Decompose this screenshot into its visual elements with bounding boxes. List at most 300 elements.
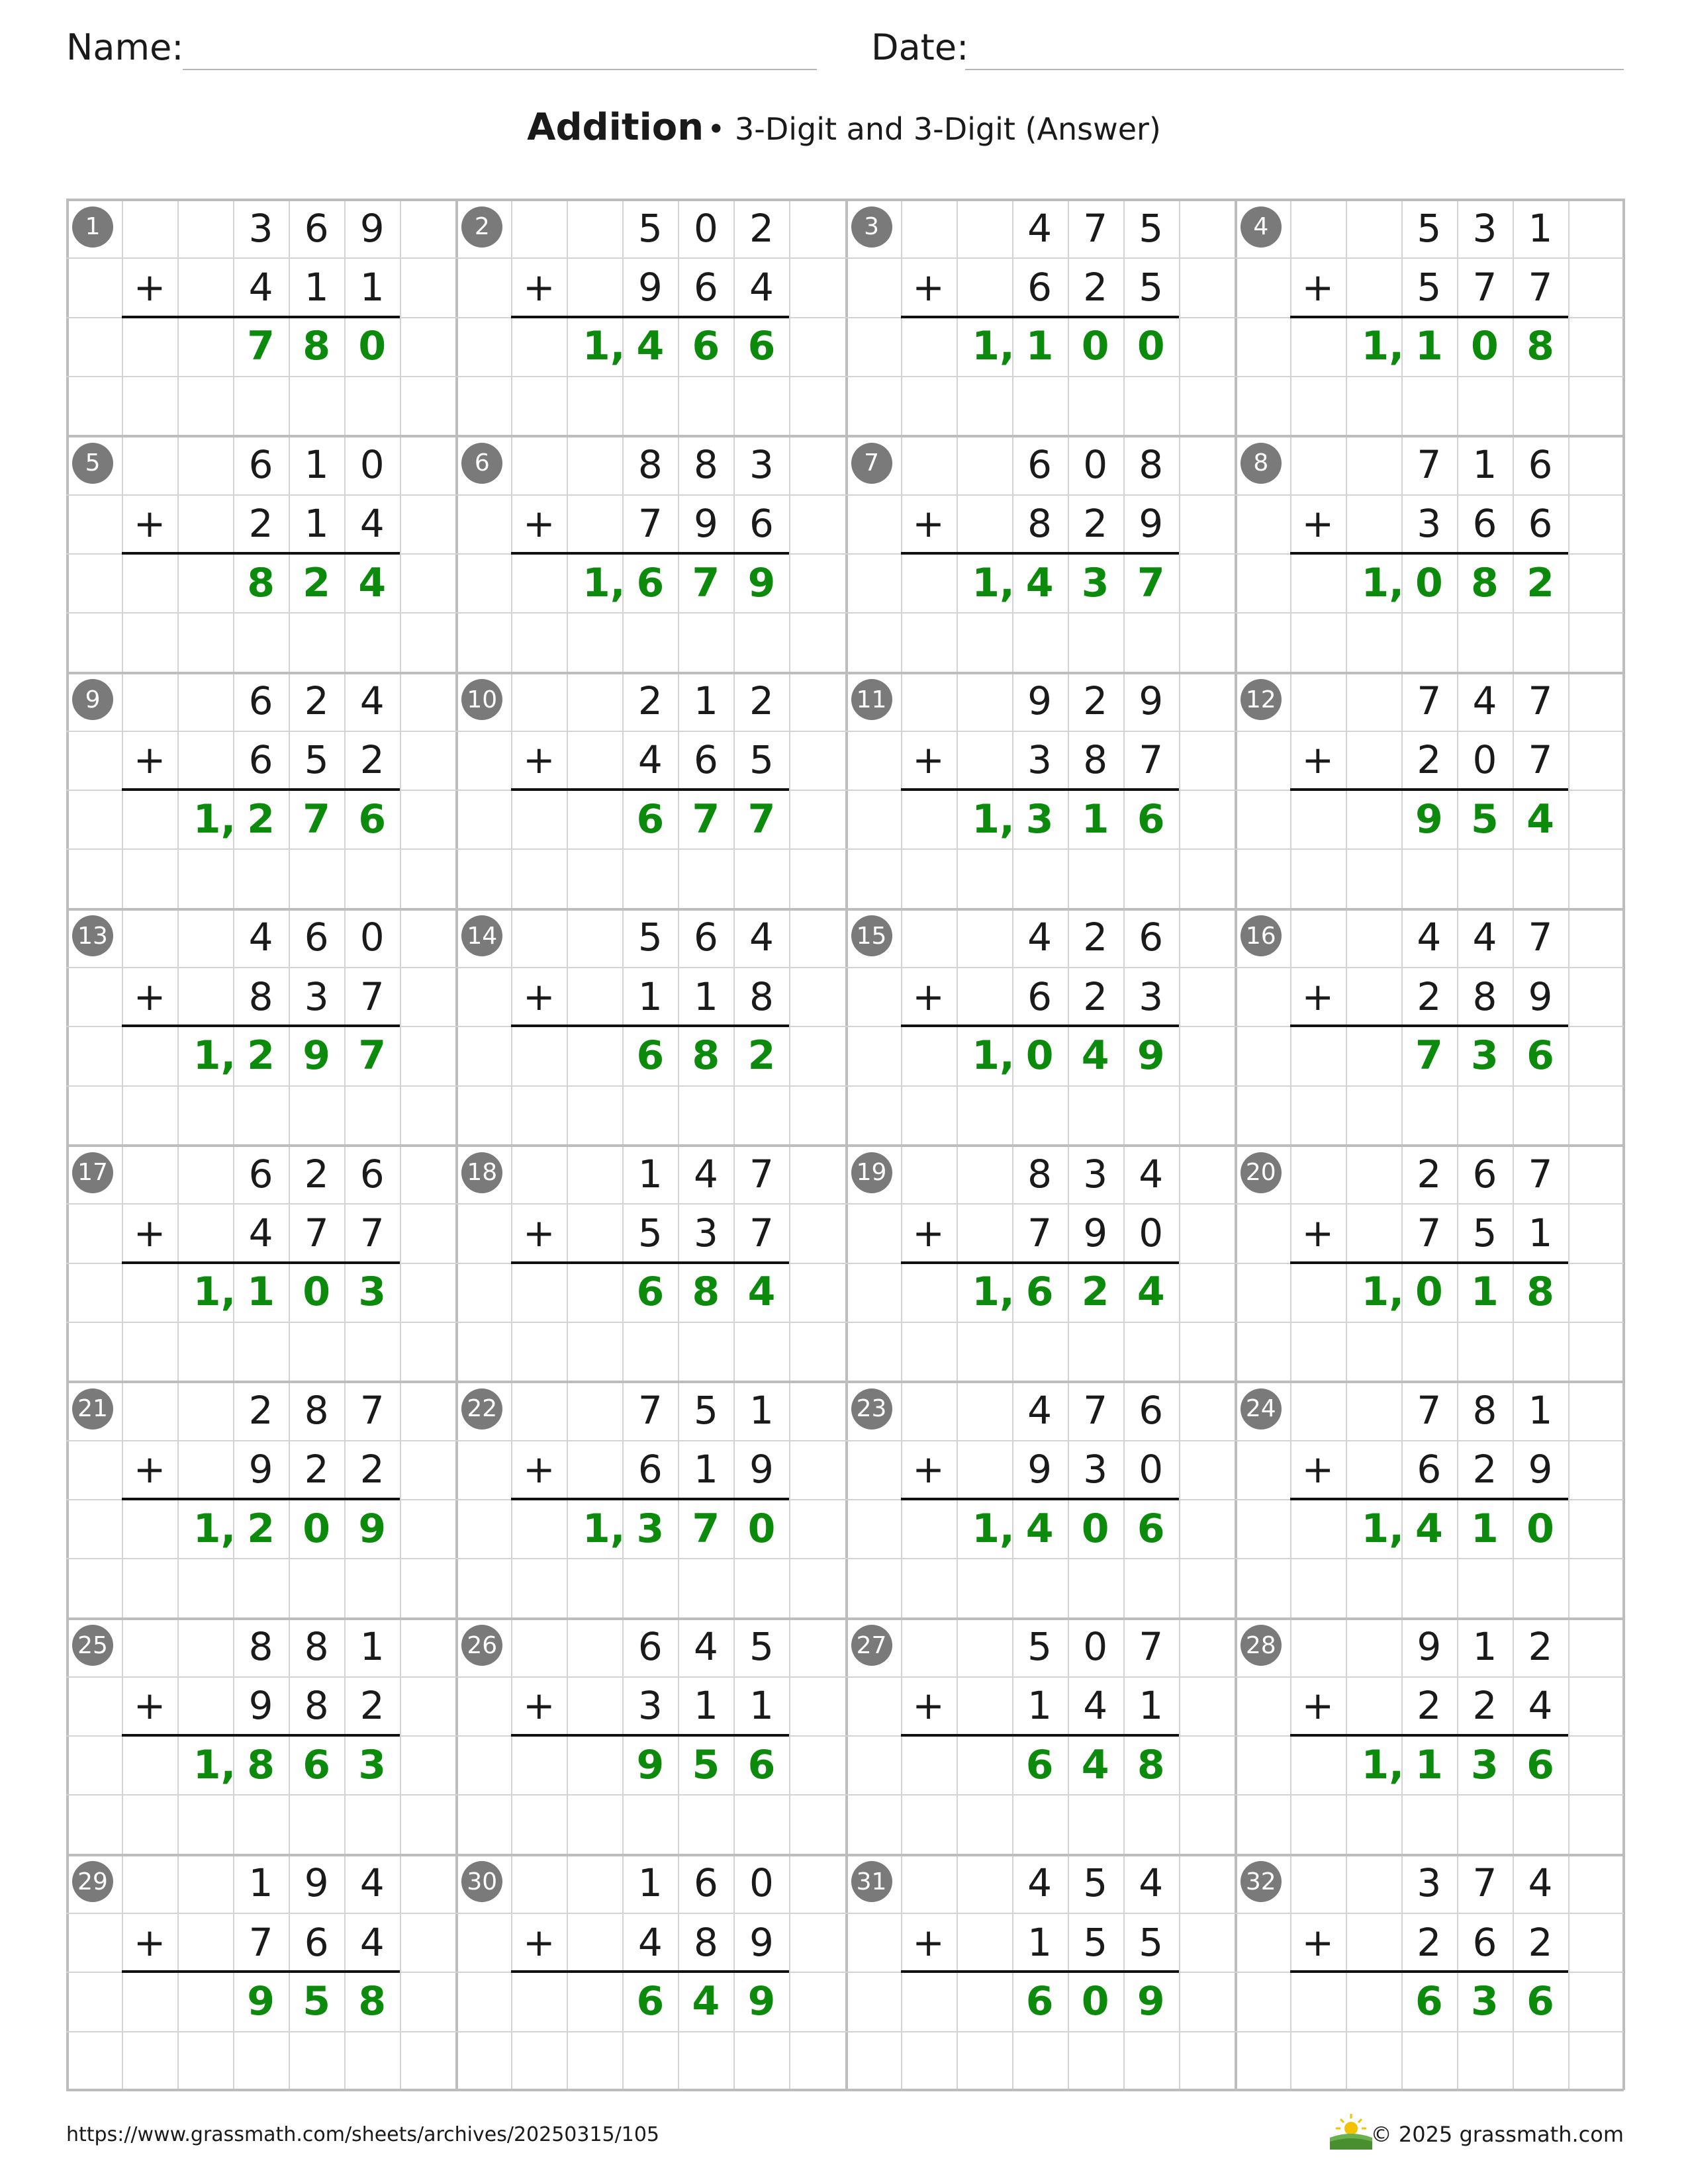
bottom-operand-digit: 9 (749, 1919, 774, 1965)
top-operand-digit: 4 (693, 1151, 718, 1197)
bottom-operand-digit: 9 (248, 1683, 273, 1729)
answer-digit: 6 (1137, 1505, 1165, 1552)
answer-digit: 1 (1471, 1269, 1499, 1316)
answer-digit: 7 (303, 796, 331, 842)
bottom-operand-digit: 6 (693, 737, 718, 783)
answer-digit: 7 (1137, 559, 1165, 606)
answer-digit: 1 (247, 1269, 275, 1316)
plus-sign: + (522, 501, 555, 547)
bottom-operand-digit: 9 (749, 1447, 774, 1492)
top-operand-digit: 1 (1528, 1387, 1553, 1433)
bottom-operand-digit: 2 (359, 1447, 385, 1492)
bottom-operand-digit: 9 (248, 1447, 273, 1492)
answer-digit: 0 (1081, 1978, 1109, 2025)
top-operand-digit: 1 (749, 1387, 774, 1433)
plus-sign: + (522, 737, 555, 783)
top-operand-digit: 4 (1528, 1860, 1553, 1906)
bottom-operand-digit: 0 (1472, 737, 1497, 783)
problem-number-badge: 7 (851, 443, 892, 484)
top-operand-digit: 6 (248, 441, 273, 487)
top-operand-digit: 2 (637, 678, 663, 724)
answer-digit: 4 (1025, 1505, 1054, 1552)
bottom-operand-digit: 2 (1528, 1919, 1553, 1965)
bottom-operand-digit: 6 (1528, 501, 1553, 547)
bottom-operand-digit: 3 (1139, 974, 1164, 1019)
answer-digit: 9 (1415, 796, 1443, 842)
footer-url: https://www.grassmath.com/sheets/archives/20250315/105 (66, 2123, 660, 2146)
answer-digit: 1 (1081, 796, 1109, 842)
top-operand-digit: 6 (304, 205, 329, 251)
bottom-operand-digit: 2 (1083, 501, 1108, 547)
grassmath-logo-icon (1327, 2111, 1375, 2151)
title-subtitle: • 3-Digit and 3-Digit (Answer) (707, 111, 1161, 147)
problem-number-badge: 16 (1241, 915, 1282, 956)
plus-sign: + (1301, 264, 1335, 310)
bottom-operand-digit: 6 (1027, 264, 1053, 310)
bottom-operand-digit: 3 (693, 1210, 718, 1255)
answer-digit: 6 (747, 1741, 776, 1788)
answer-digit: 0 (303, 1269, 331, 1316)
top-operand-digit: 7 (1417, 678, 1442, 724)
answer-digit: 6 (747, 323, 776, 370)
top-operand-digit: 6 (1472, 1151, 1497, 1197)
top-operand-digit: 2 (749, 205, 774, 251)
problem-number-badge: 14 (461, 915, 502, 956)
bottom-operand-digit: 3 (637, 1683, 663, 1729)
bottom-operand-digit: 4 (359, 1919, 385, 1965)
top-operand-digit: 1 (637, 1860, 663, 1906)
problem-number-badge: 15 (851, 915, 892, 956)
bottom-operand-digit: 7 (1027, 1210, 1053, 1255)
answer-digit: 2 (747, 1032, 776, 1079)
answer-digit: 8 (247, 559, 275, 606)
bottom-operand-digit: 1 (304, 264, 329, 310)
answer-digit: 9 (747, 559, 776, 606)
answer-digit: 4 (636, 323, 665, 370)
answer-digit: 2 (247, 1032, 275, 1079)
top-operand-digit: 6 (693, 915, 718, 960)
answer-digit: 3 (636, 1505, 665, 1552)
answer-digit: 4 (1526, 796, 1554, 842)
problem-number-badge: 23 (851, 1388, 892, 1430)
problem-number-badge: 4 (1241, 206, 1282, 248)
top-operand-digit: 5 (1139, 205, 1164, 251)
plus-sign: + (1301, 974, 1335, 1019)
problem-number-badge: 9 (72, 679, 113, 720)
answer-digit: 4 (1081, 1032, 1109, 1079)
top-operand-digit: 1 (304, 441, 329, 487)
plus-sign: + (522, 1683, 555, 1729)
answer-digit: 9 (1137, 1978, 1165, 2025)
top-operand-digit: 0 (749, 1860, 774, 1906)
top-operand-digit: 2 (248, 1387, 273, 1433)
bottom-operand-digit: 3 (1083, 1447, 1108, 1492)
bottom-operand-digit: 8 (248, 974, 273, 1019)
top-operand-digit: 7 (1417, 441, 1442, 487)
date-label: Date: (871, 26, 969, 68)
bottom-operand-digit: 6 (1027, 974, 1053, 1019)
problem-number-badge: 2 (461, 206, 502, 248)
top-operand-digit: 4 (1027, 205, 1053, 251)
bottom-operand-digit: 2 (1417, 1919, 1442, 1965)
bottom-operand-digit: 1 (749, 1683, 774, 1729)
answer-digit: 9 (1137, 1032, 1165, 1079)
plus-sign: + (133, 264, 166, 310)
answer-digit: 1, (583, 323, 626, 370)
bottom-operand-digit: 7 (248, 1919, 273, 1965)
plus-sign: + (912, 1919, 945, 1965)
answer-digit: 1, (583, 1505, 626, 1552)
answer-digit: 3 (1471, 1032, 1499, 1079)
top-operand-digit: 7 (1083, 1387, 1108, 1433)
answer-digit: 5 (1471, 796, 1499, 842)
top-operand-digit: 4 (1472, 915, 1497, 960)
problem-number-badge: 25 (72, 1625, 113, 1666)
answer-digit: 2 (303, 559, 331, 606)
bottom-operand-digit: 4 (637, 1919, 663, 1965)
problem-number-badge: 29 (72, 1861, 113, 1902)
bottom-operand-digit: 6 (1417, 1447, 1442, 1492)
bottom-operand-digit: 1 (1139, 1683, 1164, 1729)
answer-digit: 3 (1081, 559, 1109, 606)
plus-sign: + (522, 1210, 555, 1255)
answer-digit: 9 (636, 1741, 665, 1788)
bottom-operand-digit: 6 (749, 501, 774, 547)
problem-number-badge: 20 (1241, 1152, 1282, 1193)
bottom-operand-digit: 6 (1472, 1919, 1497, 1965)
top-operand-digit: 6 (1027, 441, 1053, 487)
answer-digit: 6 (1415, 1978, 1443, 2025)
top-operand-digit: 4 (359, 1860, 385, 1906)
answer-digit: 1, (193, 1741, 236, 1788)
answer-digit: 1, (1361, 1741, 1405, 1788)
top-operand-digit: 1 (248, 1860, 273, 1906)
bottom-operand-digit: 2 (248, 501, 273, 547)
bottom-operand-digit: 7 (1417, 1210, 1442, 1255)
answer-digit: 1 (1471, 1505, 1499, 1552)
bottom-operand-digit: 0 (1139, 1210, 1164, 1255)
top-operand-digit: 5 (1083, 1860, 1108, 1906)
bottom-operand-digit: 4 (359, 501, 385, 547)
bottom-operand-digit: 6 (248, 737, 273, 783)
bottom-operand-digit: 5 (1417, 264, 1442, 310)
plus-sign: + (522, 974, 555, 1019)
problem-number-badge: 3 (851, 206, 892, 248)
answer-digit: 7 (692, 1505, 720, 1552)
answer-digit: 3 (1471, 1741, 1499, 1788)
bottom-operand-digit: 5 (749, 737, 774, 783)
answer-digit: 1, (972, 1505, 1015, 1552)
problem-number-badge: 27 (851, 1625, 892, 1666)
plus-sign: + (912, 1210, 945, 1255)
bottom-operand-digit: 1 (304, 501, 329, 547)
problem-number-badge: 30 (461, 1861, 502, 1902)
top-operand-digit: 9 (359, 205, 385, 251)
problem-number-badge: 10 (461, 679, 502, 720)
bottom-operand-digit: 2 (1417, 737, 1442, 783)
top-operand-digit: 3 (1083, 1151, 1108, 1197)
top-operand-digit: 4 (1417, 915, 1442, 960)
plus-sign: + (1301, 737, 1335, 783)
answer-digit: 1, (972, 559, 1015, 606)
top-operand-digit: 2 (749, 678, 774, 724)
bottom-operand-digit: 6 (1472, 501, 1497, 547)
top-operand-digit: 3 (248, 205, 273, 251)
plus-sign: + (1301, 1210, 1335, 1255)
bottom-operand-digit: 5 (1139, 1919, 1164, 1965)
answer-digit: 1, (193, 1032, 236, 1079)
top-operand-digit: 6 (248, 678, 273, 724)
answer-digit: 1, (1361, 1269, 1405, 1316)
problem-number-badge: 24 (1241, 1388, 1282, 1430)
footer-copyright: © 2025 grassmath.com (1370, 2122, 1624, 2147)
top-operand-digit: 2 (304, 1151, 329, 1197)
plus-sign: + (522, 1447, 555, 1492)
top-operand-digit: 7 (1528, 678, 1553, 724)
answer-digit: 1, (1361, 559, 1405, 606)
top-operand-digit: 2 (1083, 678, 1108, 724)
answer-digit: 8 (303, 323, 331, 370)
answer-digit: 3 (358, 1269, 387, 1316)
top-operand-digit: 8 (1027, 1151, 1053, 1197)
bottom-operand-digit: 2 (1083, 264, 1108, 310)
answer-digit: 6 (1025, 1741, 1054, 1788)
top-operand-digit: 9 (1027, 678, 1053, 724)
bottom-operand-digit: 8 (1472, 974, 1497, 1019)
bottom-operand-digit: 2 (1472, 1447, 1497, 1492)
top-operand-digit: 4 (1027, 915, 1053, 960)
bottom-operand-digit: 5 (1083, 1919, 1108, 1965)
bottom-operand-digit: 7 (359, 974, 385, 1019)
top-operand-digit: 2 (1083, 915, 1108, 960)
answer-digit: 8 (247, 1741, 275, 1788)
answer-digit: 6 (1025, 1269, 1054, 1316)
top-operand-digit: 4 (1027, 1387, 1053, 1433)
answer-digit: 4 (1415, 1505, 1443, 1552)
bottom-operand-digit: 7 (1528, 737, 1553, 783)
answer-digit: 6 (692, 323, 720, 370)
grid-hline (66, 1558, 1624, 1559)
answer-digit: 2 (1081, 1269, 1109, 1316)
bottom-operand-digit: 8 (749, 974, 774, 1019)
top-operand-digit: 6 (637, 1624, 663, 1670)
problem-number-badge: 19 (851, 1152, 892, 1193)
problem-number-badge: 11 (851, 679, 892, 720)
top-operand-digit: 8 (304, 1387, 329, 1433)
bottom-operand-digit: 8 (693, 1919, 718, 1965)
answer-digit: 1 (1415, 323, 1443, 370)
plus-sign: + (912, 1683, 945, 1729)
problem-number-badge: 26 (461, 1625, 502, 1666)
answer-digit: 9 (247, 1978, 275, 2025)
bottom-operand-digit: 1 (1027, 1683, 1053, 1729)
answer-digit: 5 (303, 1978, 331, 2025)
bottom-operand-digit: 2 (359, 737, 385, 783)
top-operand-digit: 1 (1528, 205, 1553, 251)
bottom-operand-digit: 6 (304, 1919, 329, 1965)
bottom-operand-digit: 1 (637, 974, 663, 1019)
bottom-operand-digit: 2 (1417, 1683, 1442, 1729)
answer-digit: 1, (972, 1269, 1015, 1316)
answer-digit: 9 (303, 1032, 331, 1079)
answer-digit: 2 (1526, 559, 1554, 606)
bottom-operand-digit: 7 (1139, 737, 1164, 783)
bottom-operand-digit: 8 (1027, 501, 1053, 547)
top-operand-digit: 5 (1417, 205, 1442, 251)
bottom-operand-digit: 2 (1472, 1683, 1497, 1729)
problem-number-badge: 5 (72, 443, 113, 484)
answer-digit: 0 (1471, 323, 1499, 370)
problem-number-badge: 28 (1241, 1625, 1282, 1666)
top-operand-digit: 9 (1139, 678, 1164, 724)
answer-digit: 6 (636, 1032, 665, 1079)
top-operand-digit: 2 (304, 678, 329, 724)
bottom-operand-digit: 4 (749, 264, 774, 310)
answer-digit: 4 (1137, 1269, 1165, 1316)
answer-digit: 1 (1025, 323, 1054, 370)
bottom-operand-digit: 2 (304, 1447, 329, 1492)
grid-hline (66, 376, 1624, 377)
problem-number-badge: 31 (851, 1861, 892, 1902)
bottom-operand-digit: 7 (749, 1210, 774, 1255)
answer-digit: 7 (358, 1032, 387, 1079)
plus-sign: + (133, 974, 166, 1019)
answer-digit: 1, (972, 796, 1015, 842)
top-operand-digit: 8 (248, 1624, 273, 1670)
top-operand-digit: 6 (1528, 441, 1553, 487)
top-operand-digit: 5 (1027, 1624, 1053, 1670)
top-operand-digit: 6 (1139, 1387, 1164, 1433)
problem-grid (66, 199, 1624, 2090)
answer-digit: 6 (636, 1269, 665, 1316)
bottom-operand-digit: 1 (1027, 1919, 1053, 1965)
plus-sign: + (133, 1683, 166, 1729)
answer-digit: 5 (692, 1741, 720, 1788)
answer-digit: 3 (358, 1741, 387, 1788)
problem-number-badge: 12 (1241, 679, 1282, 720)
top-operand-digit: 5 (749, 1624, 774, 1670)
bottom-operand-digit: 7 (359, 1210, 385, 1255)
top-operand-digit: 8 (1139, 441, 1164, 487)
bottom-operand-digit: 5 (1139, 264, 1164, 310)
top-operand-digit: 4 (693, 1624, 718, 1670)
answer-digit: 4 (1025, 559, 1054, 606)
bottom-operand-digit: 4 (248, 264, 273, 310)
top-operand-digit: 2 (1528, 1624, 1553, 1670)
plus-sign: + (522, 264, 555, 310)
answer-digit: 0 (358, 323, 387, 370)
top-operand-digit: 4 (1027, 1860, 1053, 1906)
grid-hline (66, 2031, 1624, 2032)
bottom-operand-digit: 1 (359, 264, 385, 310)
answer-digit: 6 (1025, 1978, 1054, 2025)
bottom-operand-digit: 8 (1083, 737, 1108, 783)
grid-hline (66, 1085, 1624, 1087)
grid-hline (66, 2089, 1624, 2091)
top-operand-digit: 9 (1417, 1624, 1442, 1670)
answer-digit: 6 (636, 559, 665, 606)
answer-digit: 0 (747, 1505, 776, 1552)
plus-sign: + (133, 1919, 166, 1965)
top-operand-digit: 0 (1083, 1624, 1108, 1670)
answer-digit: 4 (358, 559, 387, 606)
grid-hline (66, 612, 1624, 614)
answer-digit: 0 (303, 1505, 331, 1552)
bottom-operand-digit: 5 (1472, 1210, 1497, 1255)
answer-digit: 1, (583, 559, 626, 606)
bottom-operand-digit: 2 (1083, 974, 1108, 1019)
bottom-operand-digit: 2 (359, 1683, 385, 1729)
problem-number-badge: 22 (461, 1388, 502, 1430)
answer-digit: 8 (358, 1978, 387, 2025)
bottom-operand-digit: 4 (1083, 1683, 1108, 1729)
bottom-operand-digit: 9 (693, 501, 718, 547)
top-operand-digit: 4 (1472, 678, 1497, 724)
problem-number-badge: 13 (72, 915, 113, 956)
grid-hline (66, 1322, 1624, 1323)
answer-digit: 1, (972, 1032, 1015, 1079)
plus-sign: + (133, 737, 166, 783)
problem-number-badge: 1 (72, 206, 113, 248)
top-operand-digit: 1 (693, 678, 718, 724)
bottom-operand-digit: 0 (1139, 1447, 1164, 1492)
problem-number-badge: 32 (1241, 1861, 1282, 1902)
top-operand-digit: 4 (359, 678, 385, 724)
bottom-operand-digit: 1 (1528, 1210, 1553, 1255)
top-operand-digit: 7 (1528, 915, 1553, 960)
top-operand-digit: 2 (1417, 1151, 1442, 1197)
answer-digit: 7 (247, 323, 275, 370)
answer-digit: 6 (1526, 1741, 1554, 1788)
answer-digit: 8 (1526, 323, 1554, 370)
plus-sign: + (1301, 1683, 1335, 1729)
name-line[interactable] (183, 69, 817, 70)
bottom-operand-digit: 7 (637, 501, 663, 547)
bottom-operand-digit: 6 (693, 264, 718, 310)
top-operand-digit: 8 (1472, 1387, 1497, 1433)
bottom-operand-digit: 9 (1083, 1210, 1108, 1255)
top-operand-digit: 0 (359, 441, 385, 487)
bottom-operand-digit: 1 (693, 1447, 718, 1492)
plus-sign: + (912, 974, 945, 1019)
plus-sign: + (912, 737, 945, 783)
bottom-operand-digit: 5 (304, 737, 329, 783)
top-operand-digit: 3 (1417, 1860, 1442, 1906)
plus-sign: + (522, 1919, 555, 1965)
top-operand-digit: 5 (693, 1387, 718, 1433)
grid-hline (66, 1794, 1624, 1796)
top-operand-digit: 8 (304, 1624, 329, 1670)
top-operand-digit: 7 (1528, 1151, 1553, 1197)
answer-digit: 6 (636, 1978, 665, 2025)
top-operand-digit: 0 (359, 915, 385, 960)
answer-digit: 0 (1137, 323, 1165, 370)
bottom-operand-digit: 2 (1417, 974, 1442, 1019)
bottom-operand-digit: 9 (1528, 974, 1553, 1019)
answer-digit: 8 (1137, 1741, 1165, 1788)
answer-digit: 1, (1361, 323, 1405, 370)
problem-number-badge: 6 (461, 443, 502, 484)
bottom-operand-digit: 1 (693, 1683, 718, 1729)
bottom-operand-digit: 7 (1528, 264, 1553, 310)
top-operand-digit: 1 (359, 1624, 385, 1670)
plus-sign: + (912, 264, 945, 310)
bottom-operand-digit: 9 (1139, 501, 1164, 547)
top-operand-digit: 1 (1472, 1624, 1497, 1670)
date-line[interactable] (965, 69, 1624, 70)
answer-digit: 6 (1526, 1978, 1554, 2025)
answer-digit: 3 (1471, 1978, 1499, 2025)
